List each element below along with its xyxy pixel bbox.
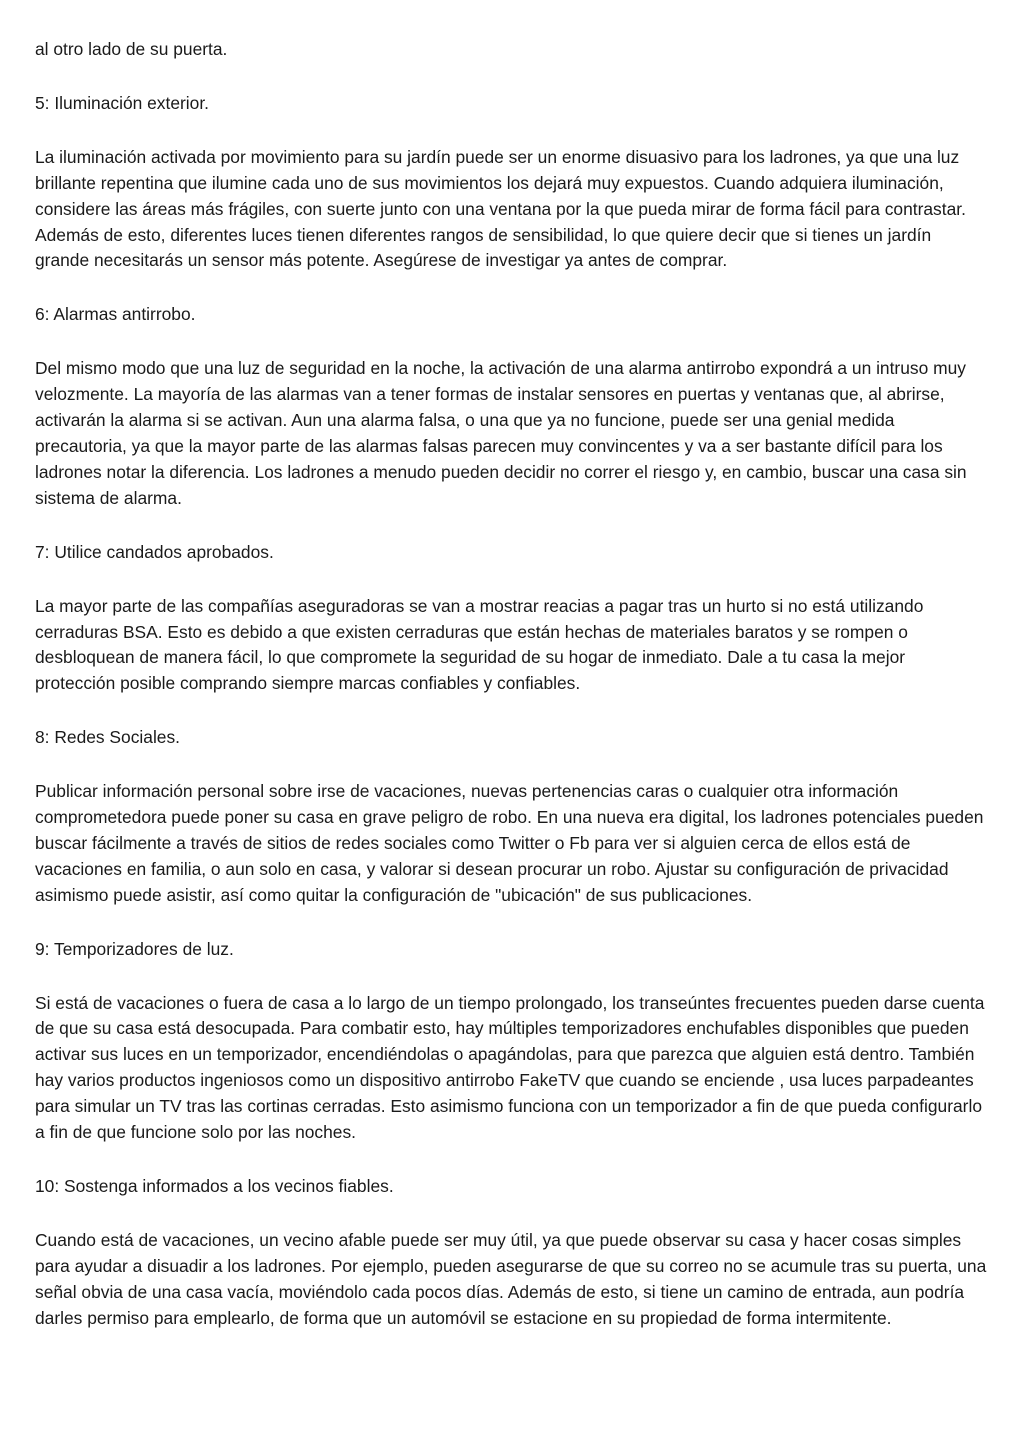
paragraph-light-timers: Si está de vacaciones o fuera de casa a lo largo de un tiempo prolongado, los transeúntes frecuentes pueden darse cuenta de que su casa está desocupada. Para combatir esto, hay múltiples temporizadores enchufables disponibles que pueden activar sus luces en un temporizador, encendiéndolas o apagándolas, para que parezca que alguien está dentro. También hay varios productos ingeniosos como un dispositivo antirrobo FakeTV que cuando se enciende , usa luces parpadeantes para simular un TV tras las cortinas cerradas. Esto asimismo funciona con un temporizador a fin de que pueda configurarlo a fin de que funcione solo por las noches. [35,992,985,1143]
heading-outdoor-lighting: 5: Iluminación exterior. [35,92,209,113]
heading-burglar-alarms: 6: Alarmas antirrobo. [35,304,196,325]
document-page [35,37,990,1360]
paragraph-burglar-alarms: Del mismo modo que una luz de seguridad en la noche, la activación de una alarma antirrobo expondrá a un intruso muy velozmente. La mayoría de las alarmas van a tener formas de instalar sensores en puertas y ventanas que, al abrirse, activarán la alarma si se activan. Aun una alarma falsa, o una que ya no funcione, puede ser una genial medida precautoria, ya que la mayor parte de las alarmas falsas parecen muy convincentes y va a ser bastante difícil para los ladrones notar la diferencia. Los ladrones a menudo pueden decidir no correr el riesgo y, en cambio, buscar una casa sin sistema de alarma. [35,358,967,508]
paragraph-outdoor-lighting: La iluminación activada por movimiento para su jardín puede ser un enorme disuasivo para los ladrones, ya que una luz brillante repentina que ilumine cada uno de sus movimientos los dejará muy expuestos. Cuando adquiera iluminación, considere las áreas más frágiles, con suerte junto con una ventana por la que pueda mirar de forma fácil para contrastar. Además de esto, diferentes luces tienen diferentes rangos de sensibilidad, lo que quiere decir que si tienes un jardín grande necesitarás un sensor más potente. Asegúrese de investigar ya antes de comprar. [35,146,966,271]
heading-social-networks: 8: Redes Sociales. [35,727,181,748]
paragraph-trusted-neighbors: Cuando está de vacaciones, un vecino afable puede ser muy útil, ya que puede observar su casa y hacer cosas simples para ayudar a disuadir a los ladrones. Por ejemplo, pueden asegurarse de que su correo no se acumule tras su puerta, una señal obvia de una casa vacía, moviéndolo cada pocos días. Además de esto, si tiene un camino de entrada, aun podría darles permiso para emplearlo, de forma que un automóvil se estacione en su propiedad de forma intermitente. [35,1229,987,1328]
heading-light-timers: 9: Temporizadores de luz. [35,938,234,959]
heading-trusted-neighbors: 10: Sostenga informados a los vecinos fiables. [35,1176,394,1196]
paragraph-approved-locks: La mayor parte de las compañías aseguradoras se van a mostrar reacias a pagar tras un hurto si no está utilizando cerraduras BSA. Esto es debido a que existen cerraduras que están hechas de materiales baratos y se rompen o desbloquean de manera fácil, lo que compromete la seguridad de su hogar de inmediato. Dale a tu casa la mejor protección posible comprando siempre marcas confiables y confiables. [35,595,924,694]
paragraph-social-networks: Publicar información personal sobre irse de vacaciones, nuevas pertenencias caras o cualquier otra información comprometedora puede poner su casa en grave peligro de robo. En una nueva era digital, los ladrones potenciales pueden buscar fácilmente a través de sitios de redes sociales como Twitter o Fb para ver si alguien cerca de ellos está de vacaciones en familia, o aun solo en casa, y valorar si desean procurar un robo. Ajustar su configuración de privacidad asimismo puede asistir, así como quitar la configuración de "ubicación" de sus publicaciones. [35,781,984,905]
heading-approved-locks: 7: Utilice candados aprobados. [35,541,274,562]
paragraph-continuation: al otro lado de su puerta. [35,39,228,59]
